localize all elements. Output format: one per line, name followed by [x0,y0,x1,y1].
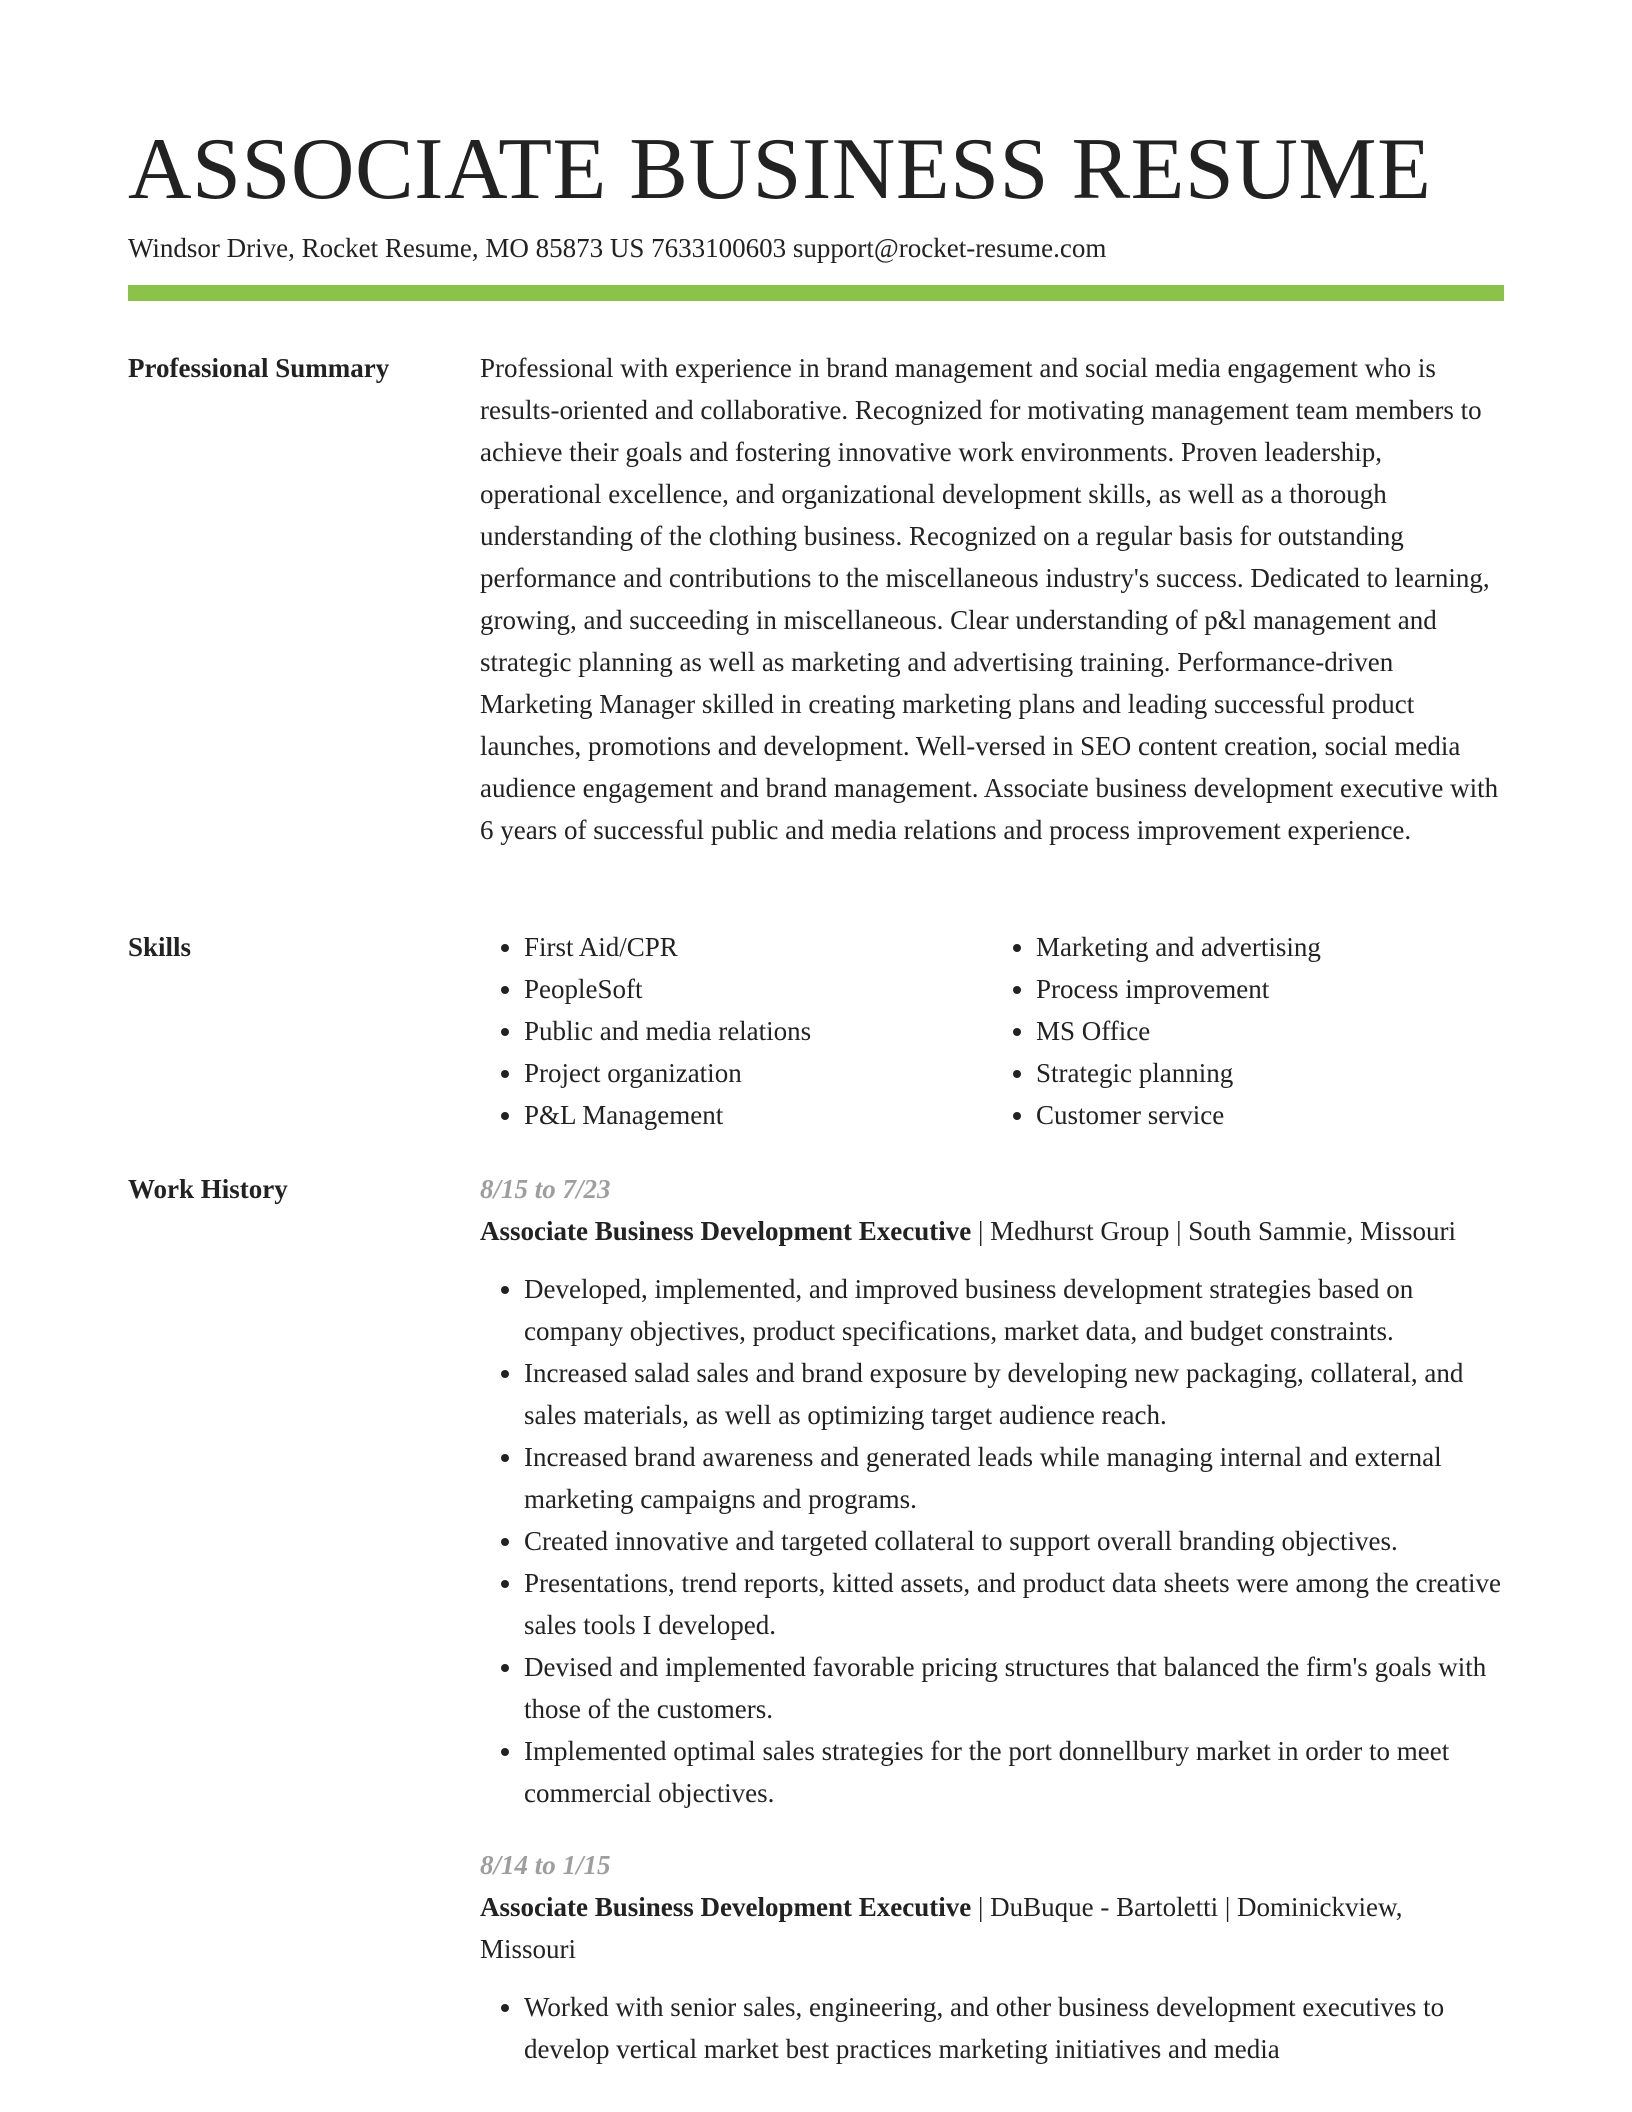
job-bullet-list [480,1986,1504,2070]
skill-item: • P&L Management [524,1094,992,1136]
job-bullet: • Devised and implemented favorable pricing structures that balanced the firm's goals with those of the customers. [524,1646,1504,1730]
job-role: Associate Business Development Executive [480,1216,972,1246]
job-heading [480,1210,1504,1252]
job-dates: 8/15 to 7/23 [480,1174,611,1204]
skills-list-right [992,926,1504,1136]
job-bullet: • Increased brand awareness and generated leads while managing internal and external marketing campaigns and programs. [524,1436,1504,1520]
job-role: Associate Business Development Executive [480,1892,972,1922]
contact-phone: 7633100603 [651,233,793,263]
skills-label: Skills [128,932,192,962]
summary-text: Professional with experience in brand management and social media engagement who is results-oriented and collaborative. Recognized for motivating management team members to achieve their goals and fostering innovative work environments. Proven leadership, operational excellence, and organizational development skills, as well as a thorough understanding of the clothing business. Recognized on a regular basis for outstanding performance and contributions to the miscellaneous industry's success. Dedicated to learning, growing, and succeeding in miscellaneous. Clear understanding of p&l management and strategic planning as well as marketing and advertising training. Performance-driven Marketing Manager skilled in creating marketing plans and leading successful product launches, promotions and development. Well-versed in SEO content creation, social media audience engagement and brand management. Associate business development executive with 6 years of successful public and media relations and process improvement experience. [480,353,1499,845]
job-bullet: • Worked with senior sales, engineering, and other business development executives to develop vertical market best practices marketing initiatives and media [524,1986,1504,2070]
job-bullet: • Increased salad sales and brand exposure by developing new packaging, collateral, and sales materials, as well as optimizing target audience reach. [524,1352,1504,1436]
contact-address: Windsor Drive, Rocket Resume, MO 85873 US [128,233,652,263]
job-heading [480,1886,1504,1970]
job-details: | DuBuque - Bartoletti | Dominickview, Missouri [480,1892,1403,1964]
skills-list-left [480,926,992,1136]
job-bullet: • Implemented optimal sales strategies for the port donnellbury market in order to meet commercial objectives. [524,1730,1504,1814]
contact-line [128,230,1106,266]
job-bullet: • Developed, implemented, and improved business development strategies based on company objectives, product specifications, market data, and budget constraints. [524,1268,1504,1352]
job-entry [480,1168,1504,1814]
job-details: | Medhurst Group | South Sammie, Missouri [971,1216,1457,1246]
skill-item: • MS Office [1036,1010,1504,1052]
job-bullet-list [480,1268,1504,1814]
summary-label: Professional Summary [128,353,390,383]
skill-item: • Project organization [524,1052,992,1094]
work-body [480,1168,1504,2070]
skill-item: • PeopleSoft [524,968,992,1010]
work-label: Work History [128,1174,288,1204]
skill-item: • Public and media relations [524,1010,992,1052]
job-bullet: • Created innovative and targeted collateral to support overall branding objectives. [524,1520,1504,1562]
job-entry [480,1844,1504,2070]
resume-title: ASSOCIATE BUSINESS RESUME [128,121,1432,218]
summary-body [480,347,1504,851]
skill-item: • First Aid/CPR [524,926,992,968]
contact-email: support@rocket-resume.com [792,233,1107,263]
job-dates: 8/14 to 1/15 [480,1850,611,1880]
skill-item: • Strategic planning [1036,1052,1504,1094]
job-bullet: • Presentations, trend reports, kitted assets, and product data sheets were among the creative sales tools I developed. [524,1562,1504,1646]
skills-body [480,926,1504,1136]
header-divider [128,285,1504,301]
skill-item: • Process improvement [1036,968,1504,1010]
skill-item: • Marketing and advertising [1036,926,1504,968]
skill-item: • Customer service [1036,1094,1504,1136]
